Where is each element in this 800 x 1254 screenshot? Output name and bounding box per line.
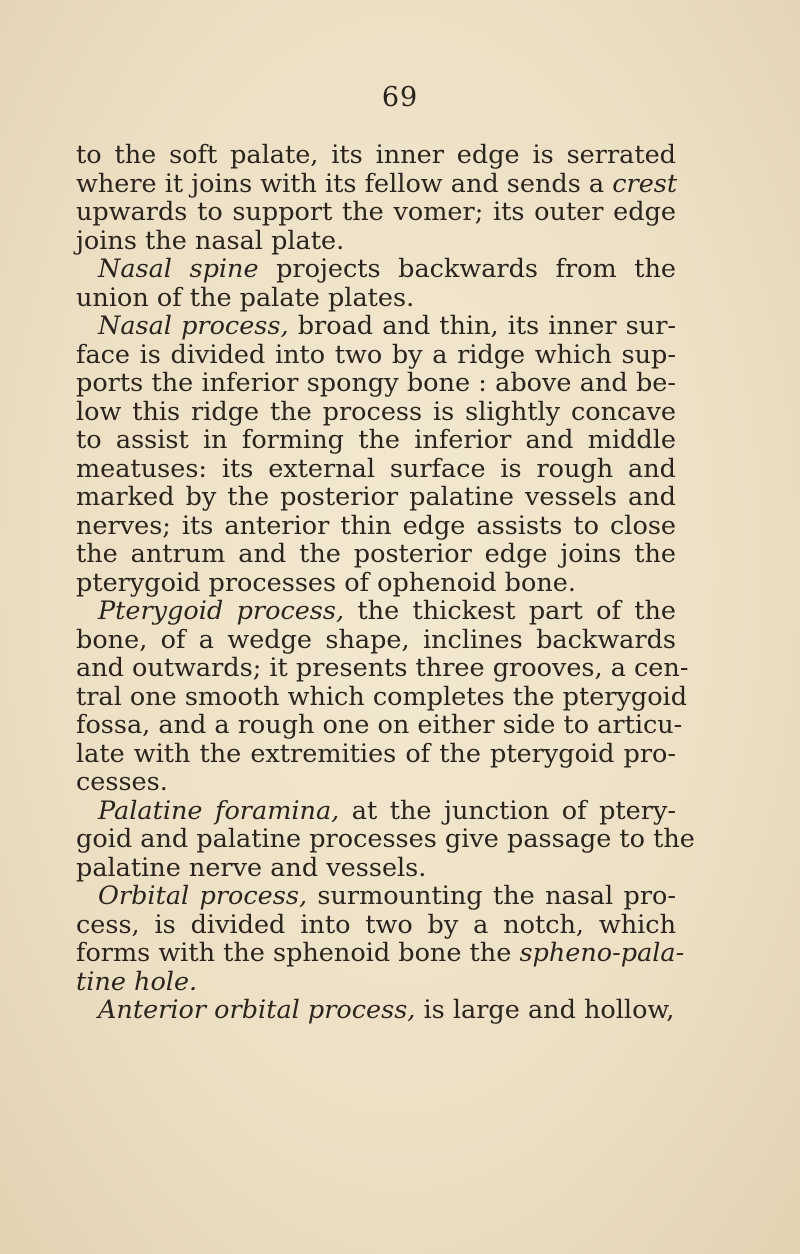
text-segment: ports the inferior spongy bone : above and be- (76, 368, 676, 398)
text-line (76, 540, 676, 569)
text-segment: pterygoid processes of ophenoid bone. (76, 567, 576, 598)
text-line (76, 768, 676, 797)
text-segment: cesses. (76, 767, 168, 797)
text-segment: upwards to support the vomer; its outer edge (76, 197, 676, 227)
text-segment: low this ridge the process is slightly concave (76, 396, 676, 427)
italic-term: Orbital process, (98, 881, 308, 911)
text-line (76, 797, 676, 826)
text-segment: union of the palate plates. (76, 282, 415, 313)
page-number: 69 (381, 82, 419, 113)
text-segment: cess, is divided into two by a notch, which (76, 909, 676, 940)
text-line (76, 569, 676, 598)
text-line (76, 854, 676, 883)
text-line (76, 626, 676, 655)
text-line (76, 312, 676, 341)
text-segment: tral one smooth which completes the pterygoid (76, 681, 688, 712)
text-segment: is large and hollow, (415, 995, 675, 1025)
text-segment: surmounting the nasal pro- (307, 881, 676, 911)
text-segment: projects backwards from the (258, 254, 676, 284)
text-line (76, 597, 676, 626)
text-line (76, 426, 676, 455)
italic-term: Nasal spine (98, 254, 259, 284)
text-line (76, 341, 676, 370)
text-segment: the thickest part of the (344, 596, 676, 626)
text-segment: joins the nasal plate. (76, 225, 345, 256)
text-segment: bone, of a wedge shape, inclines backwards (76, 624, 676, 655)
text-segment: nerves; its anterior thin edge assists to close (76, 510, 676, 541)
text-segment: meatuses: its external surface is rough and (76, 453, 676, 484)
text-segment: marked by the posterior palatine vessels and (76, 482, 676, 512)
text-segment: goid and palatine processes give passage to the (76, 824, 695, 854)
italic-term: Pterygoid process, (98, 596, 345, 626)
italic-term: tine hole. (76, 966, 198, 997)
text-segment: fossa, and a rough one on either side to articu- (76, 710, 683, 740)
text-line (76, 653, 689, 683)
italic-term: spheno-pala- (519, 938, 685, 968)
text-line (76, 455, 676, 484)
text-segment: broad and thin, its inner sur- (288, 311, 676, 341)
text-line (76, 227, 676, 256)
text-segment: the antrum and the posterior edge joins the (76, 539, 676, 569)
text-segment: palatine nerve and vessels. (76, 852, 427, 883)
text-line (76, 512, 676, 541)
text-line (76, 369, 676, 398)
text-line (76, 882, 676, 911)
text-line (76, 483, 676, 512)
text-line (76, 170, 676, 199)
italic-term: Nasal process, (98, 311, 289, 341)
text-line (76, 824, 695, 854)
text-line (76, 710, 683, 740)
italic-term: Palatine foramina, (98, 795, 340, 826)
text-line (76, 141, 676, 170)
text-line (76, 996, 676, 1025)
text-segment: forms with the sphenoid bone the (76, 938, 520, 968)
text-segment: at the junction of ptery- (339, 795, 676, 826)
text-line (76, 911, 676, 940)
text-line (76, 968, 676, 997)
italic-term: Anterior orbital process, (98, 995, 416, 1025)
text-line (76, 681, 688, 712)
text-segment: face is divided into two by a ridge which sup- (76, 339, 676, 370)
text-line (76, 284, 676, 313)
text-segment: where it joins with its fellow and sends a (76, 168, 613, 199)
text-line (76, 938, 685, 968)
text-line (76, 398, 676, 427)
italic-term: crest (612, 168, 678, 199)
text-line (76, 198, 676, 227)
text-line (76, 740, 676, 769)
text-segment: late with the extremities of the pterygoid pro- (76, 738, 676, 769)
text-segment: to assist in forming the inferior and middle (76, 425, 676, 455)
text-line (76, 255, 676, 284)
text-segment: to the soft palate, its inner edge is serrated (76, 140, 676, 170)
body-text (76, 140, 695, 1025)
text-segment: and outwards; it presents three grooves, a cen- (76, 653, 689, 683)
